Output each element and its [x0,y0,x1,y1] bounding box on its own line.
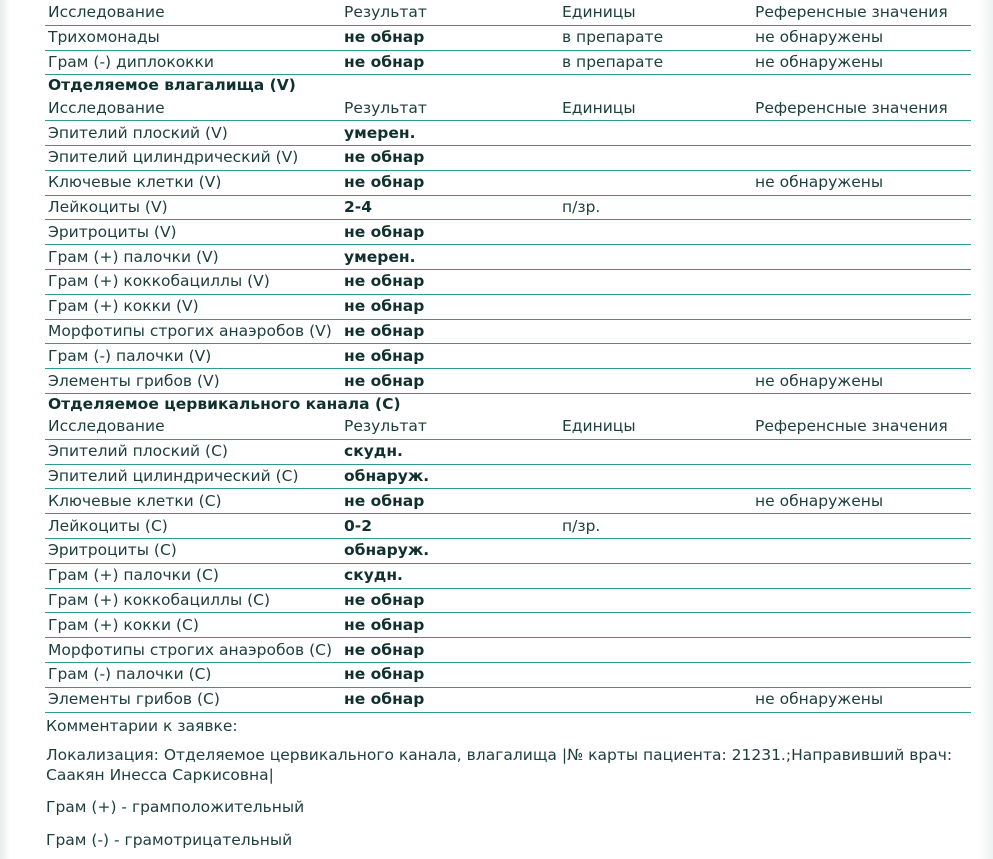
table-row [45,369,971,394]
test-name-cell: Грам (+) коккобациллы (V) [45,269,341,294]
units-cell [559,588,752,613]
result-cell: умерен. [341,245,559,270]
reference-cell [752,588,971,613]
result-cell: не обнар [341,638,559,663]
table-row [45,687,971,712]
result-cell: 0-2 [341,514,559,539]
result-cell: не обнар [341,588,559,613]
results-table [45,1,971,713]
result-cell: не обнар [341,344,559,369]
units-cell [559,538,752,563]
table-row [45,121,971,146]
header-reference: Референсные значения [752,1,971,25]
units-cell [559,662,752,687]
result-cell: скудн. [341,439,559,464]
section-title-row [45,393,971,415]
reference-cell [752,464,971,489]
result-cell: обнаруж. [341,538,559,563]
header-study: Исследование [45,415,341,439]
page-right-edge [979,0,993,859]
table-row [45,50,971,75]
result-cell: не обнар [341,269,559,294]
header-result: Результат [341,1,559,25]
table-row [45,319,971,344]
section-title: Отделяемое влагалища (V) [48,76,296,95]
units-cell [559,294,752,319]
reference-cell [752,245,971,270]
table-row [45,439,971,464]
table-row [45,489,971,514]
units-cell [559,464,752,489]
test-name-cell: Морфотипы строгих анаэробов (C) [45,638,341,663]
result-cell: не обнар [341,170,559,195]
table-row [45,514,971,539]
reference-cell [752,294,971,319]
table-header-row [45,415,971,439]
table-row [45,145,971,170]
header-reference: Референсные значения [752,96,971,120]
table-row [45,662,971,687]
reference-cell: не обнаружены [752,687,971,712]
reference-cell [752,638,971,663]
header-units: Единицы [559,415,752,439]
comments-localization: Локализация: Отделяемое цервикального канала, влагалища |№ карты пациента: 21231.;Направивший врач: Саакян Инесса Саркисовна| [46,746,953,784]
test-name-cell: Эритроциты (V) [45,220,341,245]
test-name-cell: Грам (+) коккобациллы (C) [45,588,341,613]
reference-cell: не обнаружены [752,25,971,50]
section-title-row [45,75,971,97]
header-study: Исследование [45,96,341,120]
reference-cell [752,195,971,220]
result-cell: не обнар [341,145,559,170]
units-cell [559,439,752,464]
units-cell [559,687,752,712]
units-cell [559,319,752,344]
table-row [45,638,971,663]
units-cell [559,613,752,638]
test-name-cell: Эпителий цилиндрический (V) [45,145,341,170]
result-cell: 2-4 [341,195,559,220]
test-name-cell: Эпителий плоский (V) [45,121,341,146]
reference-cell [752,145,971,170]
test-name-cell: Элементы грибов (V) [45,369,341,394]
table-row [45,195,971,220]
table-row [45,170,971,195]
test-name-cell: Грам (+) кокки (V) [45,294,341,319]
test-name-cell: Грам (-) палочки (V) [45,344,341,369]
reference-cell [752,439,971,464]
units-cell [559,344,752,369]
reference-cell [752,563,971,588]
result-cell: не обнар [341,662,559,687]
page-left-edge [0,0,10,859]
reference-cell: не обнаружены [752,50,971,75]
reference-cell [752,344,971,369]
reference-cell [752,514,971,539]
test-name-cell: Трихомонады [45,25,341,50]
table-row [45,588,971,613]
table-row [45,245,971,270]
header-units: Единицы [559,1,752,25]
units-cell [559,369,752,394]
units-cell: п/зр. [559,514,752,539]
table-header-row [45,1,971,25]
result-cell: не обнар [341,369,559,394]
reference-cell [752,319,971,344]
test-name-cell: Элементы грибов (C) [45,687,341,712]
result-cell: не обнар [341,687,559,712]
comments-gram-negative: Грам (-) - грамотрицательный [46,831,293,849]
header-result: Результат [341,96,559,120]
result-cell: не обнар [341,489,559,514]
table-row [45,220,971,245]
reference-cell: не обнаружены [752,170,971,195]
results-table-body [45,1,971,712]
reference-cell [752,538,971,563]
test-name-cell: Лейкоциты (V) [45,195,341,220]
result-cell: не обнар [341,319,559,344]
units-cell: в препарате [559,50,752,75]
request-comments [46,716,966,850]
test-name-cell: Грам (+) кокки (C) [45,613,341,638]
reference-cell [752,121,971,146]
comments-gram-positive: Грам (+) - грамположительный [46,798,305,816]
result-cell: не обнар [341,25,559,50]
reference-cell [752,269,971,294]
result-cell: скудн. [341,563,559,588]
table-row [45,538,971,563]
test-name-cell: Грам (-) диплококки [45,50,341,75]
test-name-cell: Грам (+) палочки (C) [45,563,341,588]
test-name-cell: Эпителий цилиндрический (C) [45,464,341,489]
reference-cell [752,613,971,638]
result-cell: не обнар [341,50,559,75]
test-name-cell: Эритроциты (C) [45,538,341,563]
units-cell [559,269,752,294]
result-cell: не обнар [341,220,559,245]
units-cell [559,638,752,663]
units-cell: п/зр. [559,195,752,220]
test-name-cell: Ключевые клетки (C) [45,489,341,514]
test-name-cell: Грам (+) палочки (V) [45,245,341,270]
test-name-cell: Ключевые клетки (V) [45,170,341,195]
units-cell [559,170,752,195]
units-cell [559,563,752,588]
table-header-row [45,96,971,120]
reference-cell [752,220,971,245]
reference-cell [752,662,971,687]
section-title: Отделяемое цервикального канала (C) [48,394,401,413]
test-name-cell: Морфотипы строгих анаэробов (V) [45,319,341,344]
header-reference: Референсные значения [752,415,971,439]
units-cell [559,121,752,146]
comments-title: Комментарии к заявке: [46,717,238,735]
test-name-cell: Лейкоциты (C) [45,514,341,539]
table-row [45,613,971,638]
units-cell [559,245,752,270]
table-row [45,563,971,588]
header-study: Исследование [45,1,341,25]
units-cell [559,489,752,514]
table-row [45,344,971,369]
header-units: Единицы [559,96,752,120]
test-name-cell: Грам (-) палочки (C) [45,662,341,687]
result-cell: не обнар [341,613,559,638]
table-row [45,269,971,294]
units-cell [559,145,752,170]
units-cell: в препарате [559,25,752,50]
units-cell [559,220,752,245]
table-row [45,294,971,319]
table-row [45,464,971,489]
test-name-cell: Эпителий плоский (C) [45,439,341,464]
result-cell: умерен. [341,121,559,146]
result-cell: обнаруж. [341,464,559,489]
result-cell: не обнар [341,294,559,319]
header-result: Результат [341,415,559,439]
reference-cell: не обнаружены [752,489,971,514]
reference-cell: не обнаружены [752,369,971,394]
table-row [45,25,971,50]
